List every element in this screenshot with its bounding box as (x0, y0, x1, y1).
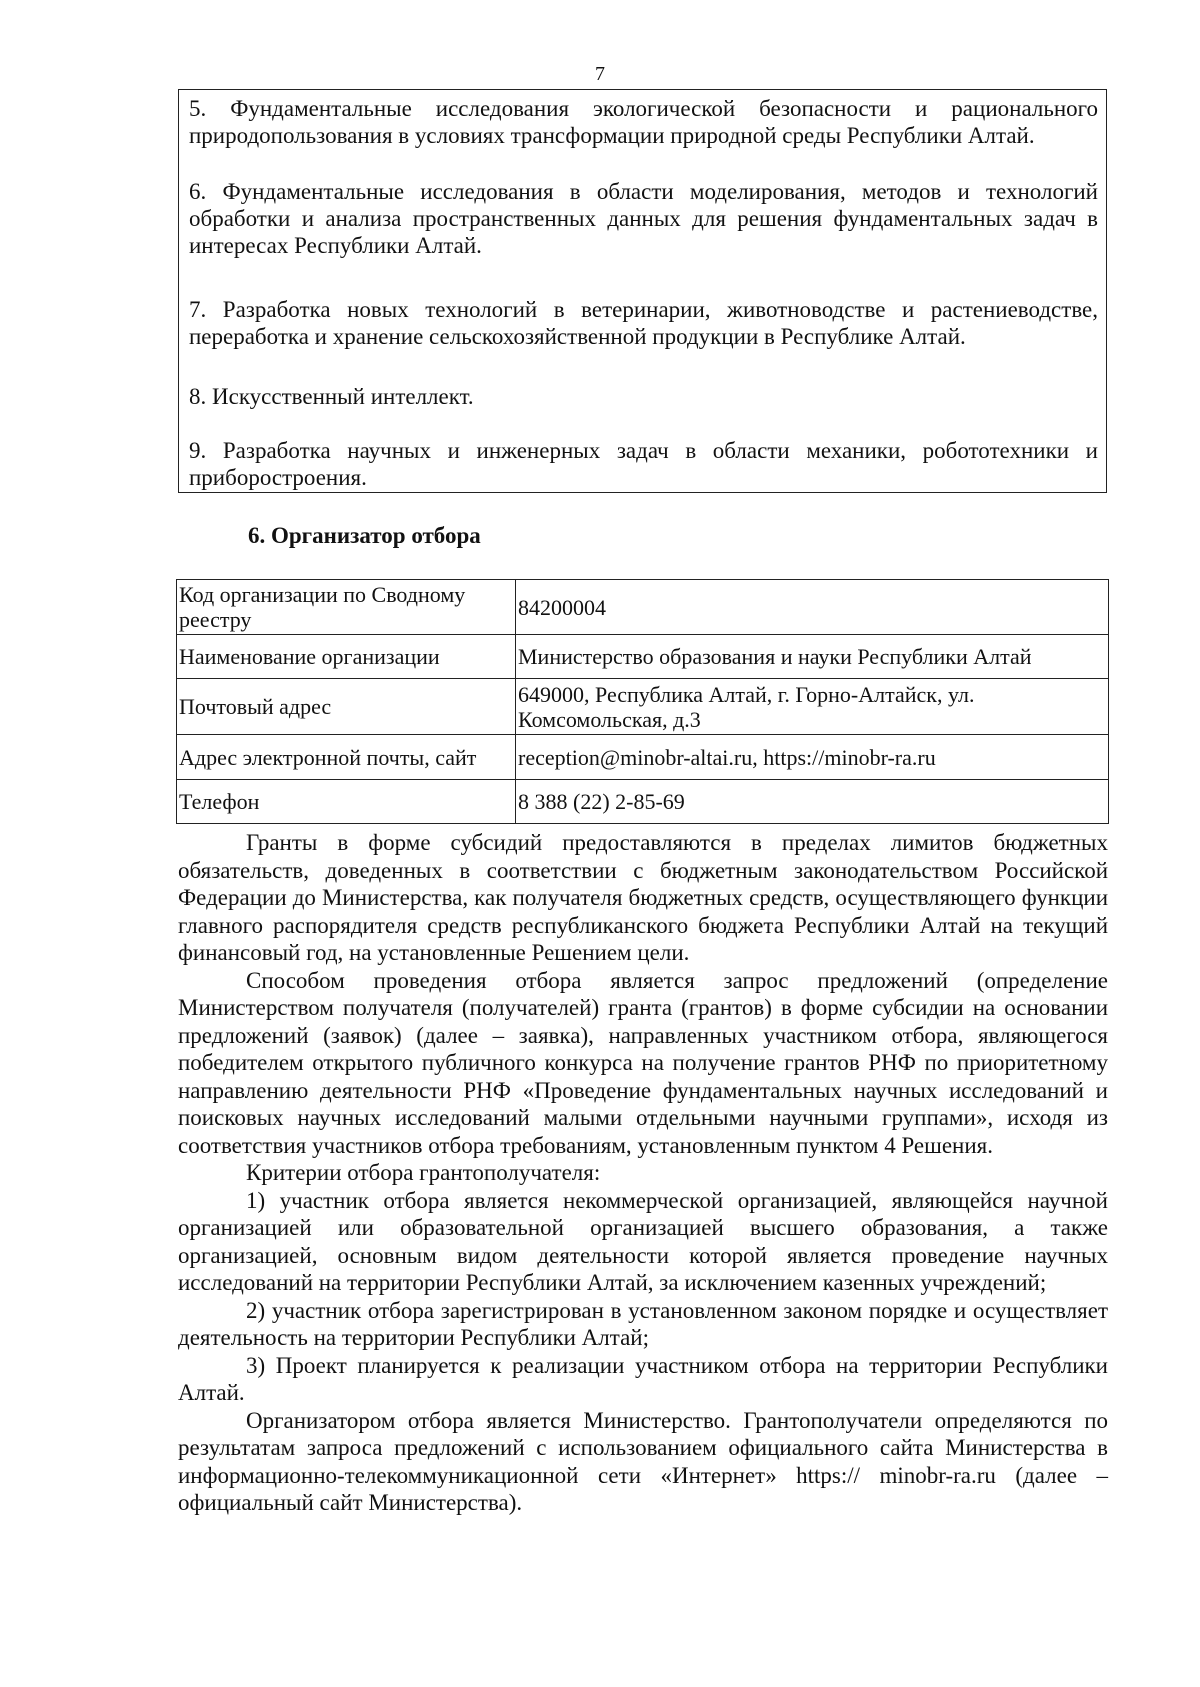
paragraph: Способом проведения отбора является запрос предложений (определение Министерством получателя (получателей) гранта (грантов) в форме субсидии на основании предложений (заявок) (далее – заявка), направленных участником отбора, являющегося победителем открытого публичного конкурса на получение грантов РНФ по приоритетному направлению деятельности РНФ «Проведение фундаментальных научных исследований и поисковых научных исследований малыми отдельными научными группами», исходя из соответствия участников отбора требованиям, установленным пунктом 4 Решения. (178, 967, 1108, 1158)
table-cell-value: 84200004 (516, 580, 1109, 635)
paragraph: Организатором отбора является Министерство. Грантополучатели определяются по результатам запроса предложений с использованием официального сайта Министерства в информационно-телекоммуникационной сети «Интернет» https:// minobr-ra.ru (далее – официальный сайт Министерства). (178, 1407, 1108, 1515)
table-cell-value: 8 388 (22) 2-85-69 (516, 780, 1109, 824)
topic-item: 9. Разработка научных и инженерных задач в области механики, робототехники и приборостроения. (189, 438, 1098, 490)
paragraph: 1) участник отбора является некоммерческой организацией, являющейся научной организацией или образовательной организацией высшего образования, а также организацией, основным видом деятельности которой является проведение научных исследований на территории Республики Алтай, за исключением казенных учреждений; (178, 1187, 1108, 1295)
table-cell-value: 649000, Республика Алтай, г. Горно-Алтайск, ул. Комсомольская, д.3 (516, 679, 1109, 735)
page-number: 7 (595, 63, 605, 85)
table-cell-label: Код организации по Сводному реестру (177, 580, 516, 635)
table-row (177, 580, 1109, 635)
table-row (177, 780, 1109, 824)
table-cell-label: Адрес электронной почты, сайт (177, 735, 516, 780)
topic-item: 7. Разработка новых технологий в ветеринарии, животноводстве и растениеводстве, переработка и хранение сельскохозяйственной продукции в Республике Алтай. (189, 297, 1098, 349)
table-cell-label: Наименование организации (177, 635, 516, 679)
body-text (178, 829, 1108, 1517)
organizer-table (176, 579, 1109, 824)
table-cell-value: Министерство образования и науки Республики Алтай (516, 635, 1109, 679)
paragraph: 2) участник отбора зарегистрирован в установленном законом порядке и осуществляет деятельность на территории Республики Алтай; (178, 1297, 1108, 1350)
table-row (177, 679, 1109, 735)
paragraph: Критерии отбора грантополучателя: (246, 1160, 601, 1185)
paragraph: Гранты в форме субсидий предоставляются в пределах лимитов бюджетных обязательств, доведенных в соответствии с бюджетным законодательством Российской Федерации до Министерства, как получателя бюджетных средств, осуществляющего функции главного распорядителя средств республиканского бюджета Республики Алтай на текущий финансовый год, на установленные Решением цели. (178, 830, 1108, 965)
topic-item: 5. Фундаментальные исследования экологической безопасности и рационального природопользования в условиях трансформации природной среды Республики Алтай. (189, 96, 1098, 148)
table-row (177, 735, 1109, 780)
paragraph: 3) Проект планируется к реализации участником отбора на территории Республики Алтай. (178, 1352, 1108, 1405)
research-topics-box (178, 89, 1107, 493)
topic-item: 8. Искусственный интеллект. (189, 384, 474, 409)
table-cell-label: Телефон (177, 780, 516, 824)
section-title: 6. Организатор отбора (248, 523, 481, 548)
topic-item: 6. Фундаментальные исследования в области моделирования, методов и технологий обработки и анализа пространственных данных для решения фундаментальных задач в интересах Республики Алтай. (189, 179, 1098, 258)
table-cell-label: Почтовый адрес (177, 679, 516, 735)
table-row (177, 635, 1109, 679)
table-cell-value: reception@minobr-altai.ru, https://minobr-ra.ru (516, 735, 1109, 780)
